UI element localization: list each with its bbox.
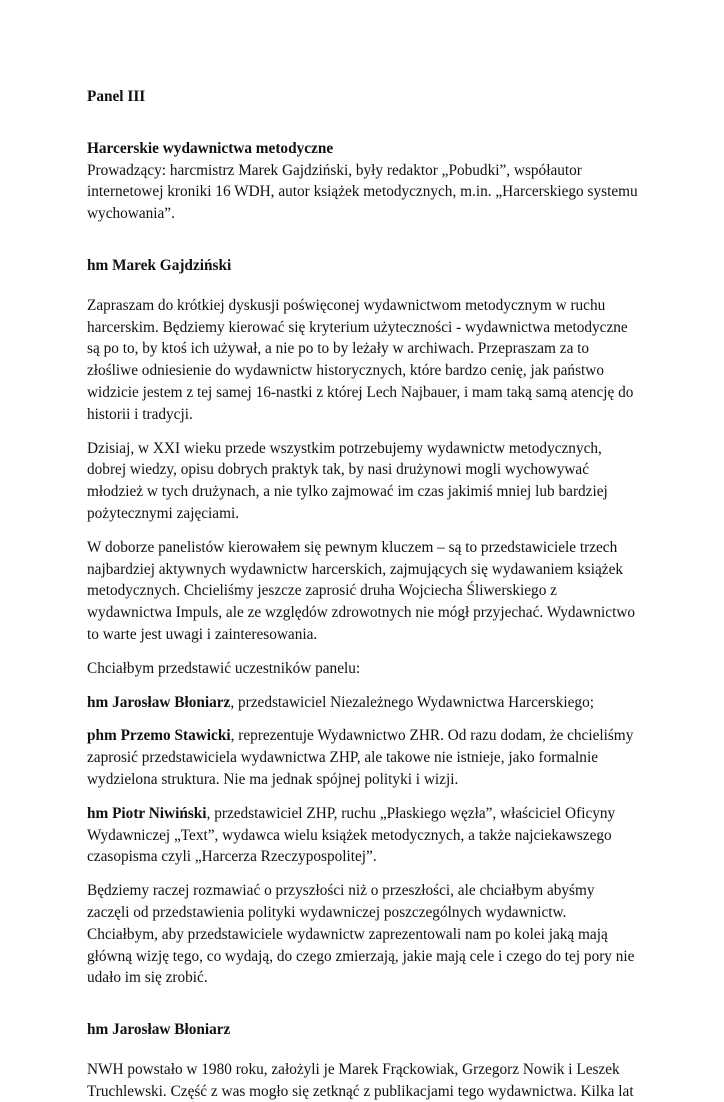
participant-desc: , reprezentuje Wydawnictwo ZHR. Od razu dodam, że chcieliśmy zaprosić przedstawiciela wydawnictwa ZHP, ale takowe nie istnieje, jako formalnie wydzielona struktura. Nie ma jednak spójnej polityki i wizji. — [87, 727, 634, 788]
paragraph-4: Chciałbym przedstawić uczestników panelu: — [87, 659, 361, 677]
speaker-heading-2: hm Jarosław Błoniarz — [87, 1021, 231, 1039]
intro-paragraph: Prowadzący: harcmistrz Marek Gajdziński, były redaktor „Pobudki”, współautor internetowej kroniki 16 WDH, autor książek metodycznych, m.in. „Harcerskiego systemu wychowania”. — [87, 161, 638, 223]
participant-2 — [87, 725, 638, 790]
paragraph-3: W doborze panelistów kierowałem się pewnym kluczem – są to przedstawiciele trzech najbardziej aktywnych wydawnictw harcerskich, zajmujących się wydawaniem książek metodycznych. Chcieliśmy jeszcze zaprosić druha Wojciecha Śliwerskiego z wydawnictwa Impuls, ale ze względów zdrowotnych nie mógł przyjechać. Wydawnictwo to warte jest uwagi i zainteresowania. — [87, 538, 636, 643]
participant-1 — [87, 692, 638, 714]
paragraph-2: Dzisiaj, w XXI wieku przede wszystkim potrzebujemy wydawnictw metodycznych, dobrej wiedzy, opisu dobrych praktyk tak, by nasi drużynowi mogli wychowywać młodzież w tych drużynach, a nie tylko zajmować im czas jakimiś mniej lub bardziej pożytecznymi zajęciami. — [87, 439, 608, 522]
participant-name: hm Piotr Niwiński — [87, 804, 207, 822]
participant-name: hm Jarosław Błoniarz — [87, 693, 231, 711]
section-title: Harcerskie wydawnictwa metodyczne — [87, 139, 334, 157]
participant-desc: , przedstawiciel Niezależnego Wydawnictwa Harcerskiego; — [230, 693, 594, 711]
participant-name: phm Przemo Stawicki — [87, 727, 231, 745]
speaker-heading: hm Marek Gajdziński — [87, 256, 232, 274]
participant-desc: , przedstawiciel ZHP, ruchu „Płaskiego węzła”, właściciel Oficyny Wydawniczej „Text”, wydawca wielu książek metodycznych, a także najciekawszego czasopisma czyli „Harcerza Rzeczypospolitej”. — [87, 804, 616, 866]
paragraph-5: Będziemy raczej rozmawiać o przyszłości niż o przeszłości, ale chciałbym abyśmy zaczęli od przedstawienia polityki wydawniczej poszczególnych wydawnictw. Chciałbym, aby przedstawiciele wydawnictw zaprezentowali nam po kolei jaką mają główną wizję tego, co wydają, do czego zmierzają, jakie mają cele i czego do tej pory nie udało im się zrobić. — [87, 882, 635, 987]
panel-title: Panel III — [87, 88, 146, 105]
paragraph-1: Zapraszam do krótkiej dyskusji poświęconej wydawnictwom metodycznym w ruchu harcerskim. Będziemy kierować się kryterium użyteczności - wydawnictwa metodyczne są po to, by ktoś ich używał, a nie po to by leżały w archiwach. Przepraszam za to złośliwe odniesienie do wydawnictw historycznych, które bardzo cenię, jak państwo widzicie jestem z tej samej 16-nastki z której Lech Najbauer, i mam taką samą atencję do historii i tradycji. — [87, 296, 634, 423]
participant-3 — [87, 803, 638, 868]
paragraph-6: NWH powstało w 1980 roku, założyli je Marek Frąckowiak, Grzegorz Nowik i Leszek Truchlewski. Część z was mogło się zetknąć z publikacjami tego wydawnictwa. Kilka lat — [87, 1060, 634, 1100]
